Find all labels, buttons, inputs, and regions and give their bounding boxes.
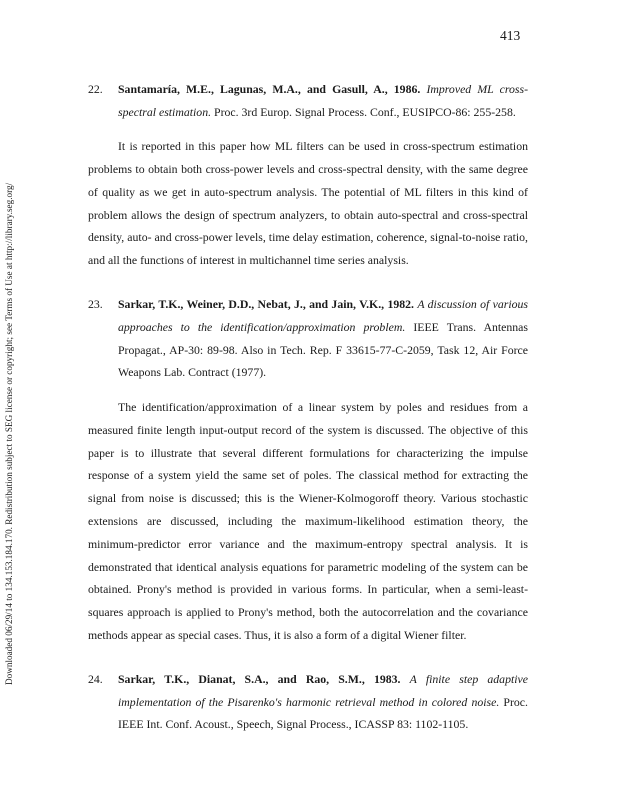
- bibliography: [88, 66, 528, 748]
- entry-number: 22.: [88, 81, 103, 96]
- citation: [88, 78, 528, 124]
- publication-source: Proc. IEEE Int. Conf. Acoust., Speech, Signal Process., ICASSP 83: 1102-1105.: [118, 694, 528, 732]
- publication-source: Proc. 3rd Europ. Signal Process. Conf., EUSIPCO-86: 255-258.: [214, 104, 516, 119]
- page-number: 413: [500, 28, 521, 43]
- citation: [88, 668, 528, 736]
- authors: Sarkar, T.K., Weiner, D.D., Nebat, J., and Jain, V.K., 1982.: [118, 296, 414, 311]
- paper-title: A finite step adaptive implementation of the Pisarenko's harmonic retrieval method in colored noise.: [118, 671, 529, 709]
- download-notice: Downloaded 06/29/14 to 134.153.184.170. Redistribution subject to SEG license or copyright; see Terms of Use at http://library.seg.org/: [4, 182, 14, 685]
- bibliography-entry-24: [88, 668, 528, 736]
- authors: Sarkar, T.K., Dianat, S.A., and Rao, S.M., 1983.: [118, 671, 401, 686]
- entry-number: 23.: [88, 296, 103, 311]
- citation: [88, 293, 528, 384]
- bibliography-entry-23: [88, 293, 528, 647]
- paper-title: Improved ML cross-spectral estimation.: [118, 81, 528, 119]
- authors: Santamaría, M.E., Lagunas, M.A., and Gasull, A., 1986.: [118, 81, 421, 96]
- entry-number: 24.: [88, 671, 103, 686]
- publication-source: IEEE Trans. Antennas Propagat., AP-30: 89-98. Also in Tech. Rep. F 33615-77-C-2059, Task 12, Air Force Weapons Lab. Contract (1977).: [118, 319, 529, 380]
- abstract: It is reported in this paper how ML filters can be used in cross-spectrum estimation problems to obtain both cross-power levels and cross-spectral density, with the same degree of quality as we get in auto-spectrum analysis. The potential of ML filters in this kind of problem allows the design of spectrum analyzers, to obtain auto-spectral and cross-spectral density, auto- and cross-power levels, time delay estimation, coherence, signal-to-noise ratio, and all the functions of interest in multichannel time series analysis.: [88, 139, 528, 268]
- bibliography-entry-22: [88, 78, 528, 272]
- abstract: The identification/approximation of a linear system by poles and residues from a measured finite length input-output record of the system is discussed. The objective of this paper is to illustrate that several different formulations for characterizing the impulse response of a system yield the same set of poles. The classical method for extracting the signal from noise is discussed; this is the Wiener-Kolmogoroff theory. Various stochastic extensions are discussed, including the maximum-likelihood estimation theory, the minimum-predictor error variance and the maximum-entropy spectral analysis. It is demonstrated that identical analysis equations for parametric modeling of the system can be obtained. Prony's method is provided in various forms. In particular, when a semi-least-squares approach is applied to Prony's method, both the autocorrelation and the covariance methods appear as special cases. Thus, it is also a form of a digital Wiener filter.: [88, 399, 528, 642]
- paper-title: A discussion of various approaches to the identification/approximation problem.: [118, 296, 528, 334]
